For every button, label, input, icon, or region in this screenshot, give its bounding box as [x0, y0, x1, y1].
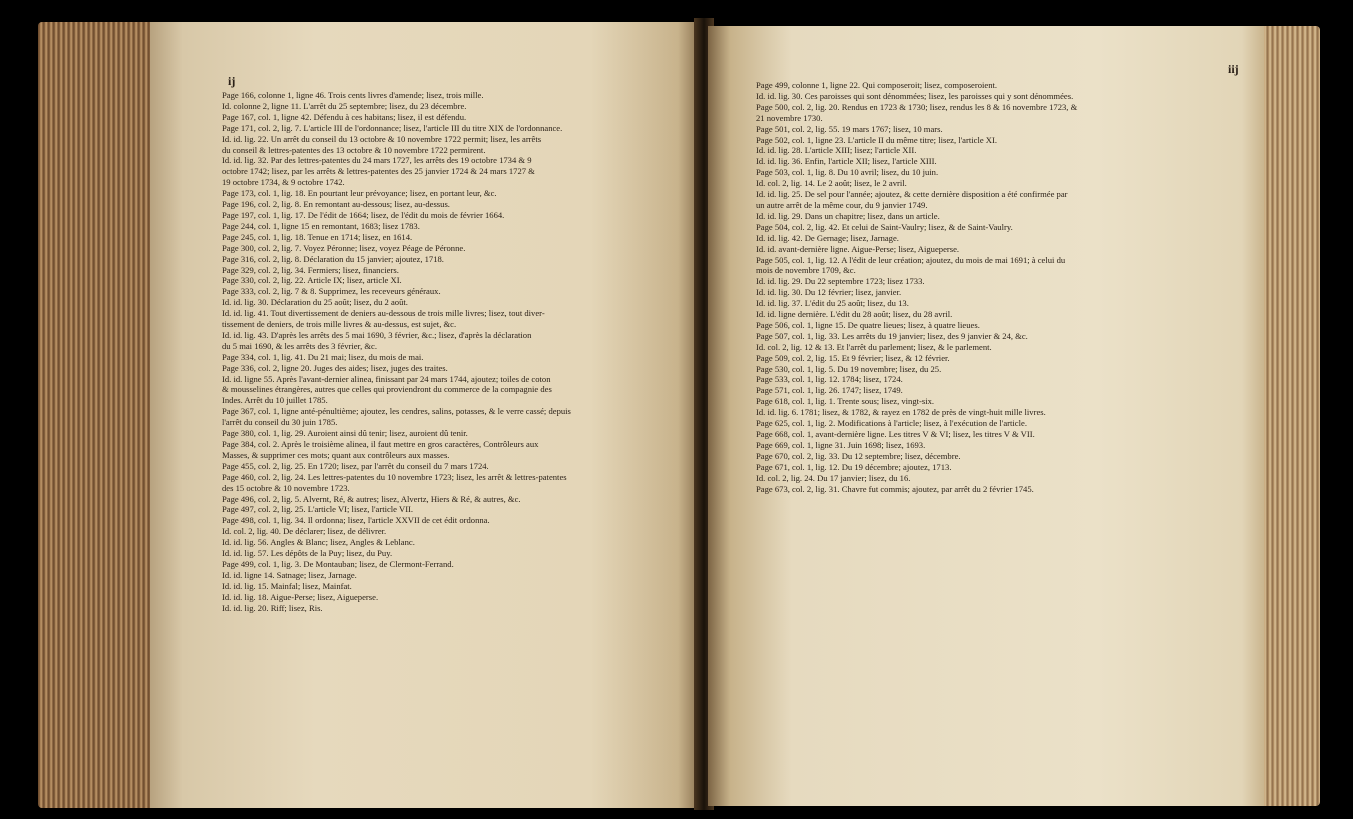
errata-line: Page 502, col. 1, ligne 23. L'article II du même titre; lisez, l'article XI.	[756, 134, 998, 145]
errata-line: Id. id. ligne 14. Satnage; lisez, Jarnage.	[222, 569, 357, 580]
errata-line: Id. id. lig. 32. Par des lettres-patentes du 24 mars 1727, les arrêts des 19 octobre 1734 & 9	[222, 155, 532, 166]
errata-line: des 15 octobre & 10 novembre 1723.	[222, 482, 350, 493]
errata-line: octobre 1742; lisez, par les arrêts & lettres-patentes des 25 janvier 1724 & 24 mars 1727 &	[222, 166, 535, 177]
errata-line: Id. id. lig. 37. L'édit du 25 août; lisez, du 13.	[756, 298, 909, 309]
errata-line: du 5 mai 1690, & les arrêts des 3 février, &c.	[222, 340, 378, 351]
errata-line: Id. id. lig. 42. De Gernage; lisez, Jarnage.	[756, 232, 899, 243]
errata-line: Id. id. lig. 6. 1781; lisez, & 1782, & rayez en 1782 de près de vingt-huit mille livres.	[756, 407, 1046, 418]
errata-line: Id. id. lig. 30. Déclaration du 25 août; lisez, du 2 août.	[222, 297, 408, 308]
errata-line: Page 300, col. 2, lig. 7. Voyez Péronne; lisez, voyez Péage de Péronne.	[222, 242, 466, 253]
errata-line: Page 460, col. 2, lig. 24. Les lettres-patentes du 10 novembre 1723; lisez, les arrêt & lettres-patentes	[222, 471, 567, 482]
errata-line: Page 500, col. 2, lig. 20. Rendus en 1723 & 1730; lisez, rendus les 8 & 16 novembre 1723, &	[756, 101, 1078, 112]
errata-line: Page 673, col. 2, lig. 31. Chavre fut commis; ajoutez, par arrêt du 2 février 1745.	[756, 483, 1034, 494]
errata-line: Page 507, col. 1, lig. 33. Les arrêts du 19 janvier; lisez, des 9 janvier & 24, &c.	[756, 330, 1028, 341]
errata-line: Page 334, col. 1, lig. 41. Du 21 mai; lisez, du mois de mai.	[222, 351, 424, 362]
errata-line: Page 669, col. 1, ligne 31. Juin 1698; lisez, 1693.	[756, 439, 926, 450]
errata-line: Indes. Arrêt du 10 juillet 1785.	[222, 395, 328, 406]
errata-line: Page 670, col. 2, lig. 33. Du 12 septembre; lisez, décembre.	[756, 450, 961, 461]
errata-line: Page 497, col. 2, lig. 25. L'article VI; lisez, l'article VII.	[222, 504, 414, 515]
errata-line: Id. col. 2, lig. 24. Du 17 janvier; lisez, du 16.	[756, 472, 911, 483]
errata-line: Id. colonne 2, ligne 11. L'arrêt du 25 septembre; lisez, du 23 décembre.	[222, 100, 467, 111]
errata-line: Id. col. 2, lig. 40. De déclarer; lisez, de délivrer.	[222, 526, 387, 537]
errata-line: Page 496, col. 2, lig. 5. Alvernt, Ré, & autres; lisez, Alvertz, Hiers & Ré, & autres, &c.	[222, 493, 521, 504]
errata-line: Page 501, col. 2, lig. 55. 19 mars 1767; lisez, 10 mars.	[756, 123, 943, 134]
errata-line: Page 668, col. 1, avant-dernière ligne. Les titres V & VI; lisez, les titres V & VII.	[756, 429, 1035, 439]
errata-line: Id. id. lig. 43. D'après les arrêts des 5 mai 1690, 3 février, &c.; lisez, d'après la déclaration	[222, 329, 532, 340]
errata-line: Page 625, col. 1, lig. 2. Modifications à l'article; lisez, à l'exécution de l'article.	[756, 418, 1027, 429]
book-left-page-edges	[38, 22, 156, 808]
errata-line: Page 197, col. 1, lig. 17. De l'édit de 1664; lisez, de l'édit du mois de février 1664.	[222, 209, 505, 220]
errata-line: Page 244, col. 1, ligne 15 en remontant, 1683; lisez 1783.	[222, 220, 420, 231]
errata-line: Page 499, colonne 1, ligne 22. Qui composeroit; lisez, composeroient.	[756, 80, 998, 90]
errata-line: Id. id. lig. 36. Enfin, l'article XII; lisez, l'article XIII.	[756, 156, 937, 167]
errata-line: Id. id. lig. 41. Tout divertissement de deniers au-dessous de trois mille livres; lisez, tout diver-	[222, 308, 545, 319]
errata-line: du conseil & lettres-patentes des 13 octobre & 10 novembre 1722 permirent.	[222, 144, 486, 155]
errata-line: Id. id. lig. 30. Ces paroisses qui sont dénommées; lisez, les paroisses qui y sont dénommées.	[756, 90, 1074, 101]
errata-line: Page 571, col. 1, lig. 26. 1747; lisez, 1749.	[756, 385, 903, 396]
errata-line: Page 316, col. 2, lig. 8. Déclaration du 15 janvier; ajoutez, 1718.	[222, 253, 444, 264]
right-page-folio: iij	[1228, 62, 1239, 76]
errata-line: Page 504, col. 2, lig. 42. Et celui de Saint-Vaulry; lisez, & de Saint-Vaulry.	[756, 221, 1013, 232]
errata-line: Id. id. lig. 56. Angles & Blanc; lisez, Angles & Leblanc.	[222, 537, 415, 548]
errata-line: un autre arrêt de la même cour, du 9 janvier 1749.	[756, 199, 928, 210]
errata-line: Page 367, col. 1, ligne anté-pénultième; ajoutez, les cendres, salins, potasses, & le verre cassé; depuis	[222, 406, 571, 417]
errata-line: Page 330, col. 2, lig. 22. Article IX; lisez, article XI.	[222, 275, 402, 286]
errata-line: Page 333, col. 2, lig. 7 & 8. Supprimez, les receveurs généraux.	[222, 286, 441, 297]
errata-line: Id. id. lig. 20. Riff; lisez, Ris.	[222, 602, 323, 613]
errata-line: Id. id. lig. 22. Un arrêt du conseil du 13 octobre & 10 novembre 1722 permit; lisez, les arrêts	[222, 133, 542, 144]
errata-line: Id. id. ligne 55. Après l'avant-dernier alinea, finissant par 24 mars 1744, ajoutez; toiles de coton	[222, 373, 551, 384]
errata-line: Page 498, col. 1, lig. 34. Il ordonna; lisez, l'article XXVII de cet édit ordonna.	[222, 515, 490, 526]
errata-line: Page 509, col. 2, lig. 15. Et 9 février; lisez, & 12 février.	[756, 352, 950, 363]
errata-line: 21 novembre 1730.	[756, 112, 823, 123]
errata-line: Page 329, col. 2, lig. 34. Fermiers; lisez, financiers.	[222, 264, 399, 275]
errata-line: Id. id. ligne dernière. L'édit du 28 août; lisez, du 28 avril.	[756, 309, 953, 320]
errata-line: Masses, & supprimer ces mots; quant aux contrôleurs aux masses.	[222, 449, 450, 460]
errata-line: mois de novembre 1709, &c.	[756, 265, 856, 276]
right-page	[708, 26, 1264, 806]
errata-line: l'arrêt du conseil du 30 juin 1785.	[222, 417, 338, 428]
errata-line: Id. id. lig. 28. L'article XIII; lisez; l'article XII.	[756, 145, 917, 156]
errata-line: Page 196, col. 2, lig. 8. En remontant au-dessous; lisez, au-dessus.	[222, 199, 450, 210]
errata-line: Id. id. lig. 15. Mainfal; lisez, Mainfat.	[222, 580, 352, 591]
errata-line: Page 171, col. 2, lig. 7. L'article III de l'ordonnance; lisez, l'article III du titre XIX de l'ordonnance.	[222, 122, 563, 133]
errata-line: Id. id. lig. 25. De sel pour l'année; ajoutez, & cette dernière disposition a été confirmée par	[756, 189, 1068, 200]
errata-line: Id. id. lig. 18. Aigue-Perse; lisez, Aigueperse.	[222, 591, 379, 602]
errata-line: Id. id. lig. 29. Du 22 septembre 1723; lisez 1733.	[756, 276, 925, 287]
errata-line: Id. id. avant-dernière ligne. Aigue-Perse; lisez, Aigueperse.	[756, 243, 960, 254]
errata-line: Page 505, col. 1, lig. 12. A l'édit de leur création; ajoutez, du mois de mai 1691; à celui du	[756, 254, 1066, 265]
errata-line: Page 336, col. 2, ligne 20. Juges des aides; lisez, juges des traites.	[222, 362, 448, 373]
errata-line: tissement de deniers, de trois mille livres & au-dessus, est sujet, &c.	[222, 319, 457, 330]
errata-line: 19 octobre 1734, & 9 octobre 1742.	[222, 177, 345, 188]
errata-line: Page 499, col. 1, lig. 3. De Montauban; lisez, de Clermont-Ferrand.	[222, 558, 454, 569]
left-page	[150, 22, 700, 808]
errata-line: Page 530, col. 1, lig. 5. Du 19 novembre; lisez, du 25.	[756, 363, 942, 374]
errata-line: Page 533, col. 1, lig. 12. 1784; lisez, 1724.	[756, 374, 903, 385]
book-right-page-edges	[1262, 26, 1320, 806]
errata-line: Id. col. 2, lig. 12 & 13. Et l'arrêt du parlement; lisez, & le parlement.	[756, 341, 992, 352]
right-errata-list	[756, 80, 1256, 494]
errata-line: Page 671, col. 1, lig. 12. Du 19 décembre; ajoutez, 1713.	[756, 461, 952, 472]
errata-line: Page 506, col. 1, ligne 15. De quatre lieues; lisez, à quatre lieues.	[756, 319, 980, 330]
left-page-folio: ij	[228, 74, 236, 88]
errata-line: Page 166, colonne 1, ligne 46. Trois cents livres d'amende; lisez, trois mille.	[222, 90, 484, 100]
errata-line: Page 167, col. 1, ligne 42. Défendu à ces habitans; lisez, il est défendu.	[222, 111, 467, 122]
errata-line: Id. id. lig. 57. Les dépôts de la Puy; lisez, du Puy.	[222, 548, 393, 559]
errata-line: Id. col. 2, lig. 14. Le 2 août; lisez, le 2 avril.	[756, 178, 907, 189]
errata-line: Id. id. lig. 30. Du 12 février; lisez, janvier.	[756, 287, 902, 298]
errata-line: Page 455, col. 2, lig. 25. En 1720; lisez, par l'arrêt du conseil du 7 mars 1724.	[222, 460, 489, 471]
errata-line: Page 380, col. 1, lig. 29. Auroient ainsi dû tenir; lisez, auroient dû tenir.	[222, 428, 468, 439]
left-errata-list	[222, 90, 692, 614]
errata-line: Page 173, col. 1, lig. 18. En pourtant leur prévoyance; lisez, en portant leur, &c.	[222, 188, 497, 199]
errata-line: Page 618, col. 1, lig. 1. Trente sous; lisez, vingt-six.	[756, 396, 935, 407]
errata-line: Page 245, col. 1, lig. 18. Tenue en 1714; lisez, en 1614.	[222, 231, 413, 242]
errata-line: Page 384, col. 2. Après le troisième alinea, il faut mettre en gros caractères, Contrôleurs aux	[222, 439, 539, 449]
errata-line: & mousselines étrangères, autres que celles qui proviendront du commerce de la compagnie des	[222, 384, 552, 395]
errata-line: Page 503, col. 1, lig. 8. Du 10 avril; lisez, du 10 juin.	[756, 167, 939, 178]
errata-line: Id. id. lig. 29. Dans un chapitre; lisez, dans un article.	[756, 210, 940, 221]
